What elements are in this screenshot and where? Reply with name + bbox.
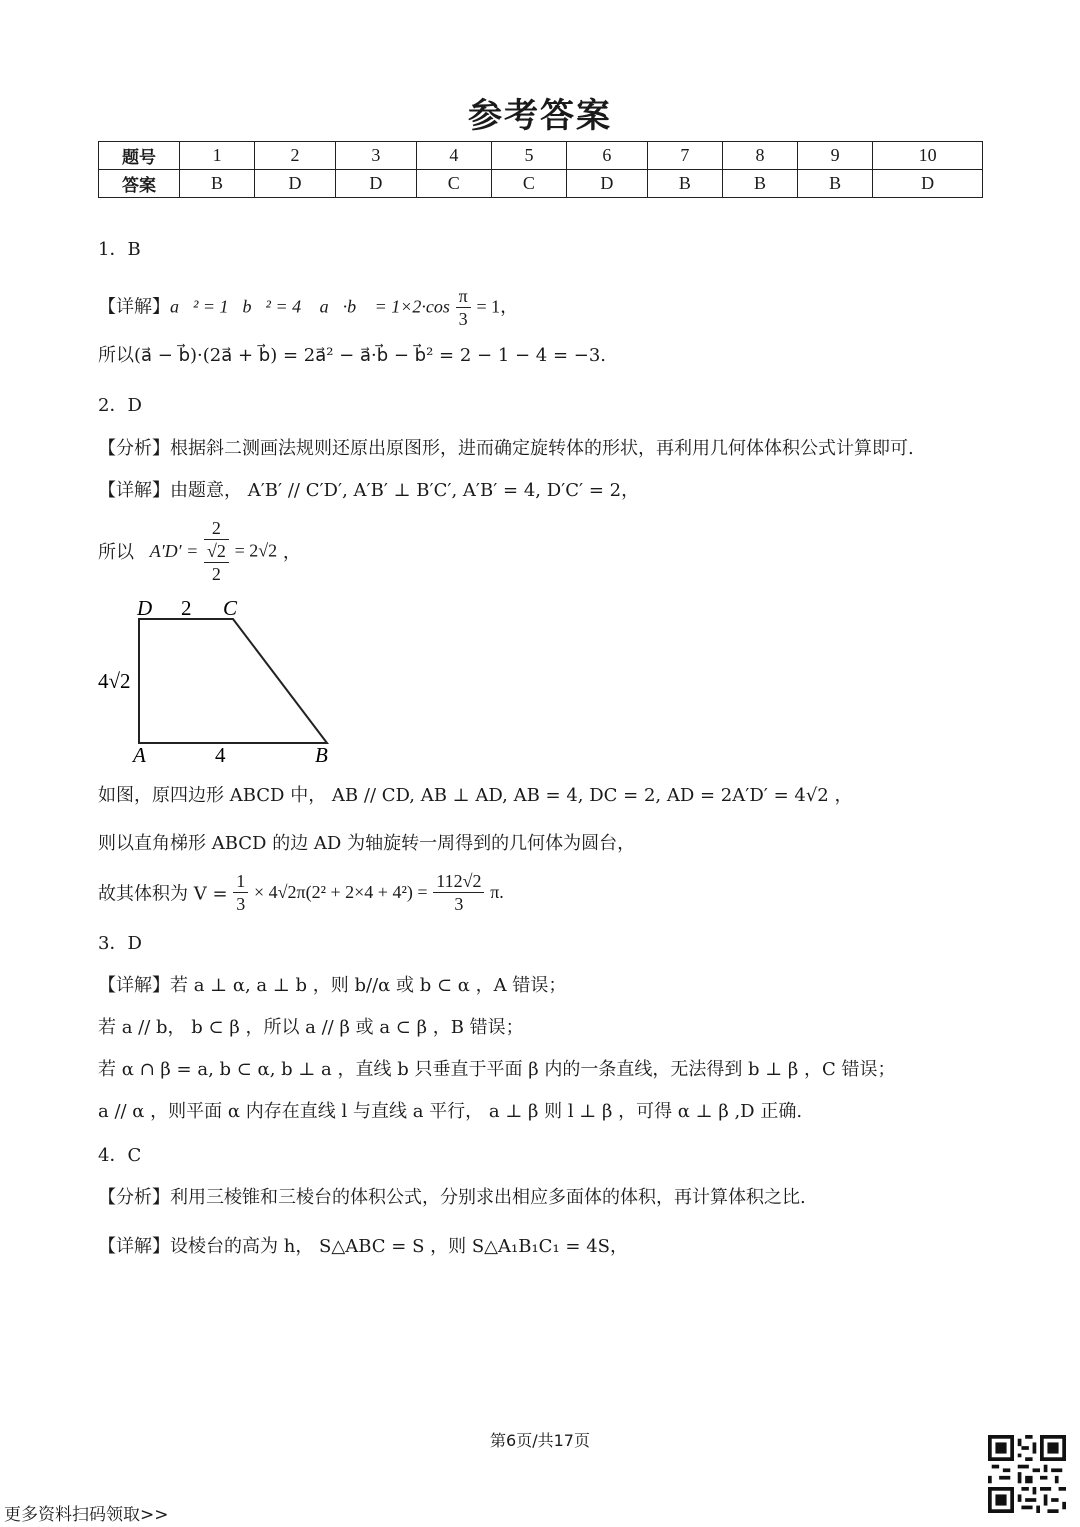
side-length-top: 2 [181,596,192,620]
page-number: 第6页/共17页 [490,1431,590,1450]
math-expression: π. [490,882,504,902]
q2-figure-explain: 如图，原四边形 ABCD 中， AB // CD, AB ⊥ AD, AB = 4, DC = 2, AD = 2A′D′ = 4√2 ， [98,785,853,806]
side-length-bottom: 4 [215,743,226,767]
trapezoid-figure [95,595,345,770]
answer-table [98,141,983,198]
q1-detail-line [98,285,518,330]
q4-detail-line [98,1235,628,1259]
table-cell: 3 [335,142,416,170]
table-cell: B [180,170,255,198]
vertex-label-c: C [223,596,238,620]
table-row-numbers [99,142,983,170]
table-cell: D [335,170,416,198]
q3-option-d: a // α ，则平面 α 内存在直线 l 与直线 a 平行， a ⊥ β 则 l ⊥ β ，可得 α ⊥ β ,D 正确. [98,1101,803,1122]
inner-denominator: 2 [211,564,221,584]
fraction-denominator: 3 [454,894,464,914]
table-cell: 6 [567,142,648,170]
fraction-denominator: 3 [458,309,468,329]
fraction-denominator: 3 [236,894,246,914]
table-cell: B [722,170,797,198]
detail-text: 设棱台的高为 h， S△ABC = S ，则 S△A₁B₁C₁ = 4S， [170,1236,628,1257]
q2-rotation-line: 则以直角梯形 ABCD 的边 AD 为轴旋转一周得到的几何体为圆台， [98,833,636,854]
fraction-numerator: 1 [233,870,248,893]
row-label-numbers: 题号 [99,142,180,170]
detail-tag: 【详解】 [98,480,170,501]
table-cell: 10 [873,142,983,170]
more-resources-link[interactable]: 更多资料扫码领取>> [4,1505,169,1525]
math-expression: = 1， [476,296,519,317]
fraction-denominator [204,540,229,585]
table-cell: 4 [416,142,491,170]
q1-result-line: 所以(a⃗ − b⃗)·(2a⃗ + b⃗) = 2a⃗² − a⃗·b⃗ − b⃗² = 2 − 1 − 4 = −3. [98,345,607,366]
fraction [456,285,471,330]
volume-prefix: 故其体积为 V = [98,883,228,905]
analysis-text: 利用三棱锥和三棱台的体积公式，分别求出相应多面体的体积，再计算体积之比. [170,1187,806,1208]
fraction-numerator: π [456,285,471,308]
q3-option-c: 若 α ∩ β = a, b ⊂ α, b ⊥ a ，直线 b 只垂直于平面 β 内的一条直线，无法得到 b ⊥ β ，C 错误； [98,1059,896,1080]
fraction [433,870,484,915]
detail-tag: 【详解】 [98,1236,170,1257]
detail-tag: 【详解】 [98,975,170,996]
side-length-left: 4√2 [98,669,131,693]
math-expression: × 4√2π(2² + 2×4 + 4²) = [254,882,428,902]
row-label-answers: 答案 [99,170,180,198]
table-cell: C [416,170,491,198]
inner-fraction [204,540,229,585]
fraction [233,870,248,915]
math-expression: A′D′ = [149,540,199,561]
page-title: 参考答案 [468,96,612,136]
table-cell: D [255,170,336,198]
analysis-tag: 【分析】 [98,438,170,459]
q1-heading: 1．B [98,239,141,260]
q2-analysis-line [98,437,914,461]
q4-heading: 4．C [98,1145,142,1166]
fraction-numerator: 112√2 [433,870,484,893]
q2-volume-line [98,870,504,915]
option-text: 若 a ⊥ α, a ⊥ b ，则 b//α 或 b ⊂ α ，A 错误； [170,975,567,996]
punctuation: ， [282,542,301,563]
table-cell: B [647,170,722,198]
q2-so-line [98,517,301,585]
math-expression: = 2√2 [234,540,278,561]
vertex-label-b: B [315,743,328,767]
table-cell: 1 [180,142,255,170]
analysis-text: 根据斜二测画法规则还原出原图形，进而确定旋转体的形状，再利用几何体体积公式计算即可. [170,438,914,459]
table-cell: B [798,170,873,198]
detail-tag: 【详解】 [98,296,170,318]
table-cell: 9 [798,142,873,170]
q2-detail-line [98,479,639,503]
table-row-answers [99,170,983,198]
table-cell: 7 [647,142,722,170]
q3-heading: 3．D [98,933,142,954]
so-label: 所以 [98,542,134,563]
analysis-tag: 【分析】 [98,1187,170,1208]
table-cell: D [873,170,983,198]
inner-numerator: √2 [204,540,229,563]
vertex-label-a: A [133,743,146,767]
table-cell: 2 [255,142,336,170]
vertex-label-d: D [137,596,153,620]
table-cell: C [491,170,566,198]
table-cell: D [567,170,648,198]
q3-option-a [98,974,566,998]
q3-option-b: 若 a // b， b ⊂ β ，所以 a // β 或 a ⊂ β ，B 错误； [98,1017,524,1038]
detail-text: 由题意， A′B′ // C′D′, A′B′ ⊥ B′C′, A′B′ = 4, D′C′ = 2， [170,480,640,501]
trapezoid-shape [139,619,327,743]
compound-fraction [204,517,229,585]
math-expression: a⃗² = 1，b⃗² = 4， a⃗·b⃗ = 1×2·cos [170,296,450,317]
qr-code-icon[interactable] [988,1435,1066,1513]
fraction-numerator: 2 [204,517,229,540]
q4-analysis-line [98,1186,806,1210]
q2-heading: 2．D [98,395,142,416]
table-cell: 5 [491,142,566,170]
table-cell: 8 [722,142,797,170]
